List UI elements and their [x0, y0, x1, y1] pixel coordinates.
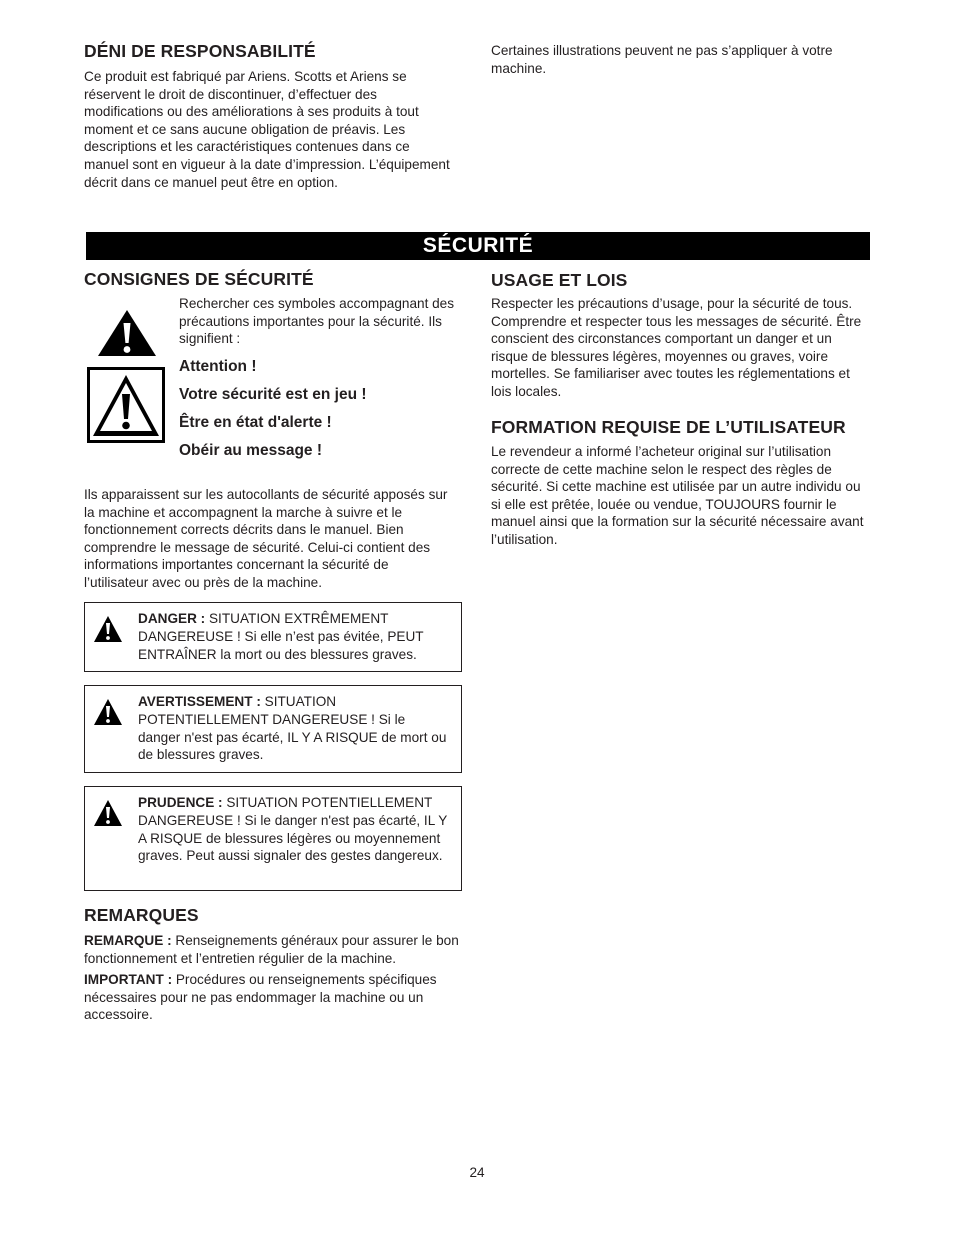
note-important-text: Procédures ou renseignements spécifiques nécessaires pour ne pas endommager la machine ou un accessoire.	[84, 972, 437, 1023]
disclaimer-heading: DÉNI DE RESPONSABILITÉ	[84, 41, 316, 61]
warning-text	[138, 693, 451, 764]
framed-warning-icon	[87, 367, 165, 443]
warning-triangle-icon	[93, 799, 123, 827]
note-remarque-label: REMARQUE :	[84, 933, 172, 948]
meaning-safety-at-stake: Votre sécurité est en jeu !	[179, 386, 367, 403]
disclaimer-text: Ce produit est fabriqué par Ariens. Scotts et Ariens se réservent le droit de discontinuer, d’effectuer des modifications ou des améliorations à ses produits à tout moment et ce sans aucune obligation de préavis. Les descriptions et les caractéristiques contenues dans ce manuel sont en vigueur à la date d’impression. L’équipement décrit dans ce manuel peut être en option.	[84, 69, 450, 190]
warning-triangle-icon	[93, 615, 123, 643]
warning-label: AVERTISSEMENT :	[138, 694, 261, 709]
safety-body: Ils apparaissent sur les autocollants de sécurité apposés sur la machine et accompagnent la marche à suivre et le fonctionnement corrects décrits dans le manuel. Bien comprendre le message de sécurité. Celui-ci contient des informations importantes concernant la sécurité de l’utilisateur avec ou près de la machine.	[84, 487, 448, 590]
note-important	[84, 971, 456, 1024]
safety-meanings	[179, 353, 469, 465]
danger-description: SITUATION EXTRÊMEMENT DANGEREUSE ! Si elle n’est pas évitée, PEUT ENTRAÎNER la mort ou des blessures graves.	[138, 611, 424, 662]
note-important-label: IMPORTANT :	[84, 972, 173, 987]
note-remarque	[84, 932, 464, 967]
safety-intro: Rechercher ces symboles accompagnant des précautions importantes pour la sécurité. Ils signifient :	[179, 296, 455, 347]
notes-heading: REMARQUES	[84, 905, 199, 925]
caution-description: SITUATION POTENTIELLEMENT DANGEREUSE ! Si le danger n'est pas écarté, IL Y A RISQUE de blessures légères ou moyennement graves. Peut aussi signaler des gestes dangereux.	[138, 795, 448, 864]
training-heading: FORMATION REQUISE DE L’UTILISATEUR	[491, 417, 846, 437]
meaning-obey: Obéir au message !	[179, 442, 323, 459]
training-text: Le revendeur a informé l’acheteur original sur l’utilisation correcte de cette machine selon le respect des règles de sécurité. Si cette machine est utilisée par un autre individu ou si elle est prêtée, louée ou vendue, TOUJOURS fournir le manuel ainsi que la formation sur la sécurité nécessaire avant l’utilisation.	[491, 444, 864, 547]
caution-text	[138, 794, 451, 865]
meaning-attention: Attention !	[179, 358, 257, 375]
safety-instructions-heading: CONSIGNES DE SÉCURITÉ	[84, 269, 314, 289]
warning-box	[84, 685, 462, 773]
note-remarque-text: Renseignements généraux pour assurer le bon fonctionnement et l’entretien régulier de la machine.	[84, 933, 459, 966]
warning-description: SITUATION POTENTIELLEMENT DANGEREUSE ! Si le danger n'est pas écarté, IL Y A RISQUE de mort ou de blessures graves.	[138, 694, 447, 763]
danger-text	[138, 610, 451, 663]
caution-box	[84, 786, 462, 891]
usage-heading: USAGE ET LOIS	[491, 270, 628, 290]
warning-triangle-icon	[93, 698, 123, 726]
danger-label: DANGER :	[138, 611, 206, 626]
usage-text: Respecter les précautions d’usage, pour la sécurité de tous. Comprendre et respecter tous les messages de sécurité. Être conscient des circonstances comportant un danger et un risque de blessures légères, moyennes ou graves, voire mortelles. Se familiariser avec toutes les réglementations et lois locales.	[491, 296, 862, 399]
caution-label: PRUDENCE :	[138, 795, 223, 810]
illustrations-note: Certaines illustrations peuvent ne pas s’appliquer à votre machine.	[491, 43, 833, 76]
warning-triangle-icon	[97, 309, 157, 357]
danger-box	[84, 602, 462, 672]
section-banner: SÉCURITÉ	[86, 232, 870, 260]
page-number: 24	[469, 1165, 485, 1180]
meaning-be-alert: Être en état d'alerte !	[179, 414, 332, 431]
